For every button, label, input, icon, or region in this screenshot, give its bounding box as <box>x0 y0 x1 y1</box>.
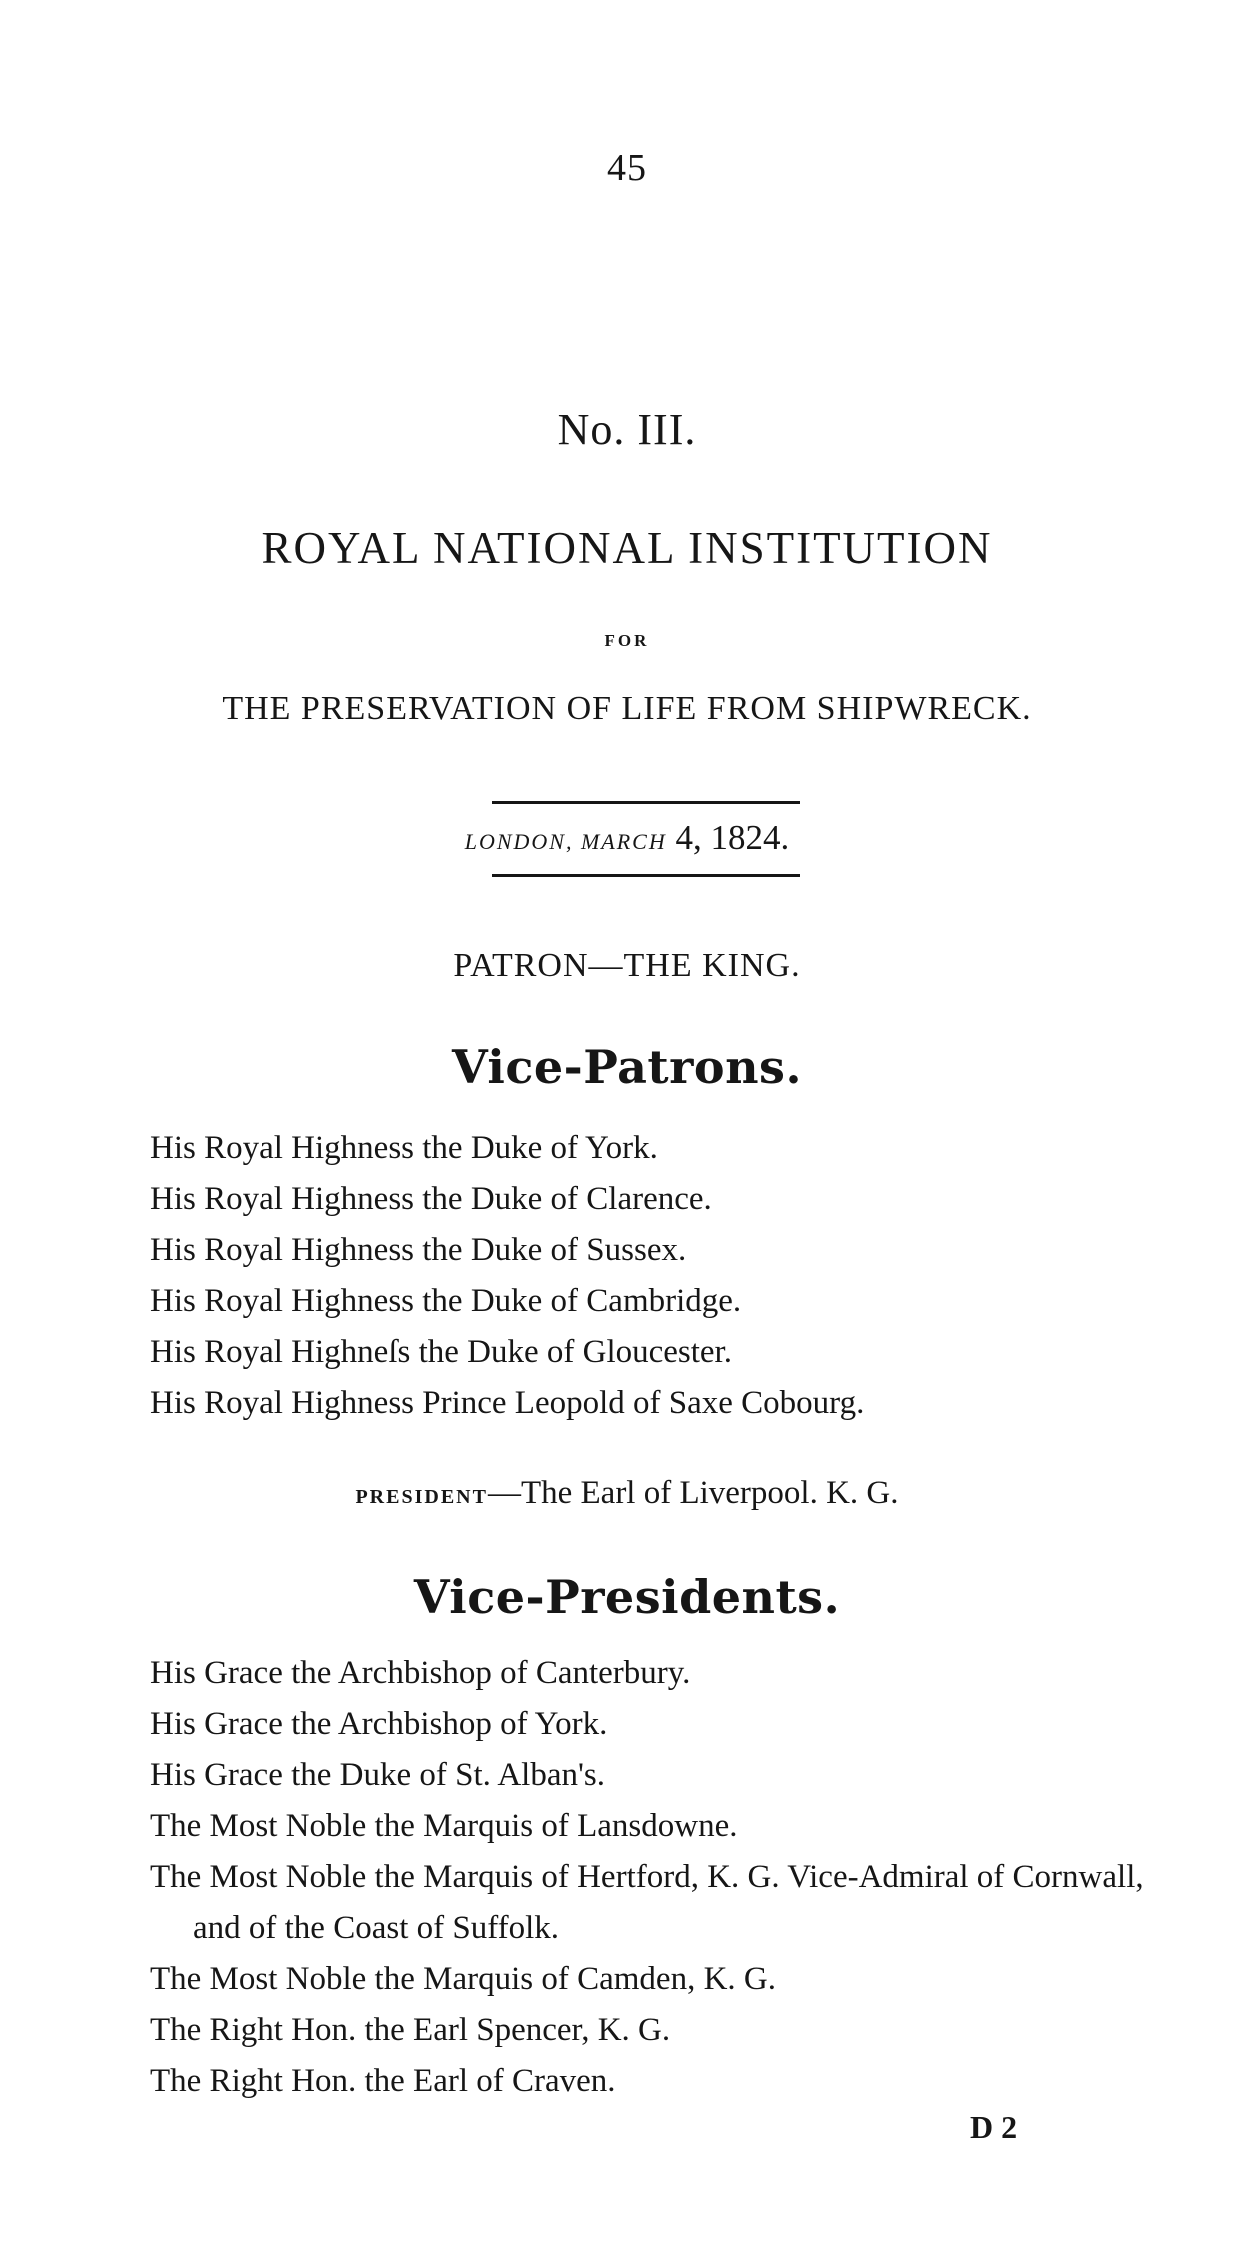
title-connector: FOR <box>604 631 650 650</box>
list-item: His Royal Highness Prince Leopold of Saxe Cobourg. <box>150 1385 865 1421</box>
list-item: The Right Hon. the Earl of Craven. <box>150 2063 616 2099</box>
vice-presidents-list <box>150 1648 1150 2107</box>
president-name: —The Earl of Liverpool. K. G. <box>487 1475 899 1511</box>
list-item: His Royal Highness the Duke of Cambridge. <box>150 1283 742 1319</box>
date-place: LONDON, MARCH <box>464 829 667 854</box>
date-number: 4, 1824. <box>675 818 790 857</box>
list-item: The Most Noble the Marquis of Hertford, K. G. Vice-Admiral of Cornwall, and of the Coast of Suffolk. <box>150 1859 1144 1946</box>
list-item: His Royal Highness the Duke of Sussex. <box>150 1232 687 1268</box>
list-item: His Grace the Archbishop of York. <box>150 1706 608 1742</box>
patron-line: PATRON—THE KING. <box>453 947 801 984</box>
date-line <box>0 818 1254 858</box>
list-item: His Royal Highness the Duke of Clarence. <box>150 1181 712 1217</box>
list-item: His Royal Highneſs the Duke of Gloucester. <box>150 1334 732 1370</box>
list-item: The Most Noble the Marquis of Camden, K. G. <box>150 1961 776 1997</box>
president-label: PRESIDENT <box>355 1486 488 1508</box>
list-item: His Royal Highness the Duke of York. <box>150 1130 658 1166</box>
list-item: His Grace the Duke of St. Alban's. <box>150 1757 606 1793</box>
list-item: His Grace the Archbishop of Canterbury. <box>150 1655 691 1691</box>
bottom-rule <box>492 874 800 877</box>
institution-title: ROYAL NATIONAL INSTITUTION <box>261 523 993 573</box>
list-item: The Right Hon. the Earl Spencer, K. G. <box>150 2012 671 2048</box>
president-line <box>0 1475 1254 1512</box>
vice-patrons-list <box>150 1123 1150 1429</box>
top-rule <box>492 801 800 804</box>
signature-mark: D 2 <box>970 2109 1018 2145</box>
institution-subtitle: THE PRESERVATION OF LIFE FROM SHIPWRECK. <box>222 690 1032 727</box>
list-item: The Most Noble the Marquis of Lansdowne. <box>150 1808 738 1844</box>
document-number: No. III. <box>557 405 697 454</box>
vice-patrons-heading: Vice-Patrons. <box>452 1040 802 1094</box>
page-number: 45 <box>607 147 647 189</box>
vice-presidents-heading: Vice-Presidents. <box>413 1570 841 1624</box>
